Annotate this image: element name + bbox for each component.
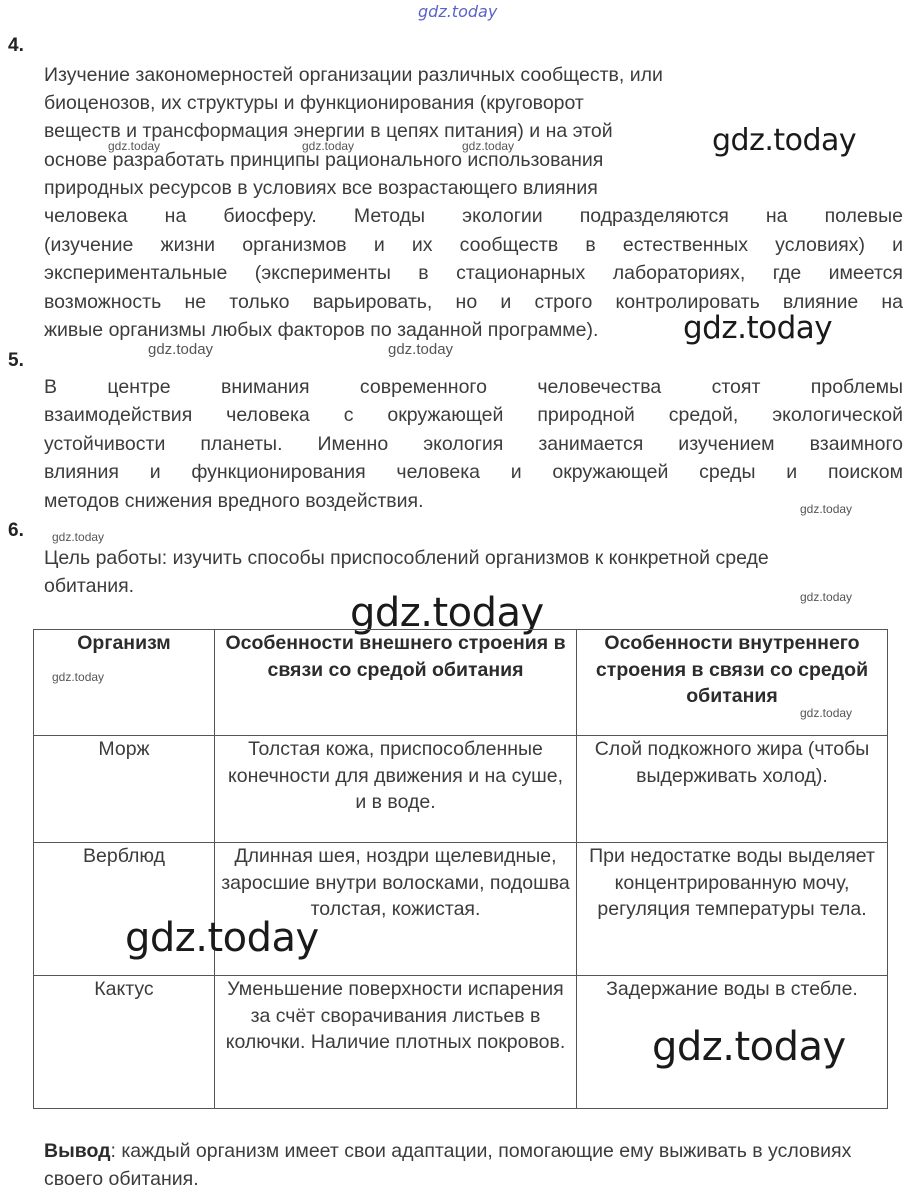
table-cell-internal: Задержание воды в стебле. [577,976,888,1109]
table-cell-internal: При недостатке воды выделяет концентрированную мочу, регуляция температуры тела. [577,843,888,976]
watermark-small: gdz.today [108,139,161,153]
text-line: экспериментальные (эксперименты в стационарных лабораториях, где имеется [44,262,903,284]
text-line: влияния и функционирования человека и окружающей среды и поиском [44,461,903,483]
watermark-top: gdz.today [418,2,498,21]
table-cell-organism: Кактус [34,976,215,1109]
section-number-4: 4. [8,35,24,56]
conclusion-label: Вывод [44,1140,111,1162]
watermark-small: gdz.today [800,590,853,604]
text-line: возможность не только варьировать, но и строго контролировать влияние на [44,291,903,313]
conclusion [44,1137,903,1194]
watermark-small: gdz.today [148,341,214,358]
text-line: устойчивости планеты. Именно экология занимается изучением взаимного [44,433,903,455]
text-line: Изучение закономерностей организации различных сообществ, или [44,64,663,86]
text-line: взаимодействия человека с окружающей природной средой, экологической [44,404,903,426]
table-cell-external: Длинная шея, ноздри щелевидные, заросшие внутри волосками, подошва толстая, кожистая. [215,843,577,976]
text-line: методов снижения вредного воздействия. [44,490,424,512]
table-row [34,736,888,843]
section-number-5: 5. [8,350,24,371]
text-line: обитания. [44,575,135,597]
table-header-row [34,630,888,736]
table-cell-organism: Морж [34,736,215,843]
text-line: В центре внимания современного человечества стоят проблемы [44,376,903,398]
watermark-small: gdz.today [302,139,355,153]
watermark-small: gdz.today [52,670,105,684]
watermark-large: gdz.today [683,310,833,346]
text-line: природных ресурсов в условиях все возрастающего влияния [44,177,598,199]
text-line: человека на биосферу. Методы экологии подразделяются на полевые [44,205,903,227]
watermark-small: gdz.today [800,706,853,720]
table-cell-organism: Верблюд [34,843,215,976]
header-internal: Особенности внутреннего строения в связи со средой обитания [577,630,888,736]
watermark-large: gdz.today [652,1024,846,1070]
section-number-6: 6. [8,520,24,541]
header-organism: Организм [34,630,215,736]
table-cell-external: Уменьшение поверхности испарения за счёт сворачивания листьев в колючки. Наличие плотных покровов. [215,976,577,1109]
text-line: биоценозов, их структуры и функционирования (круговорот [44,92,584,114]
text-line: (изучение жизни организмов и их сообществ в естественных условиях) и [44,234,903,256]
watermark-small: gdz.today [800,502,853,516]
text-line: живые организмы любых факторов по заданной программе). [44,319,599,341]
table-cell-external: Толстая кожа, приспособленные конечности для движения и на суше, и в воде. [215,736,577,843]
watermark-small: gdz.today [52,530,105,544]
text-line: основе разработать принципы рационального использования [44,149,604,171]
header-external: Особенности внешнего строения в связи со средой обитания [215,630,577,736]
watermark-large: gdz.today [125,915,319,961]
conclusion-text: : каждый организм имеет свои адаптации, помогающие ему выживать в условиях своего обитания. [44,1140,852,1191]
watermark-large: gdz.today [712,123,857,158]
watermark-large: gdz.today [350,590,544,636]
text-line: Цель работы: изучить способы приспособлений организмов к конкретной среде [44,547,769,569]
watermark-small: gdz.today [388,341,454,358]
watermark-small: gdz.today [462,139,515,153]
text-line: веществ и трансформация энергии в цепях питания) и на этой [44,120,613,142]
table-cell-internal: Слой подкожного жира (чтобы выдерживать холод). [577,736,888,843]
